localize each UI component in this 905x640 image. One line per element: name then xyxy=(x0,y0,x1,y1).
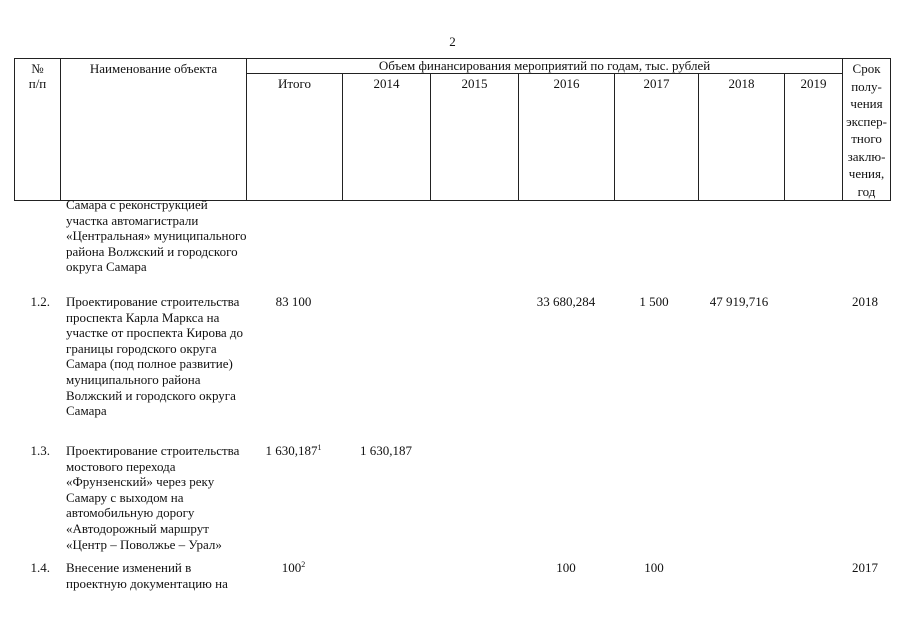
row-term: 2018 xyxy=(852,294,878,309)
row-number: 1.3. xyxy=(30,443,50,458)
page-number: 2 xyxy=(449,34,456,49)
row-total: 1 630,187$^1$ xyxy=(265,443,322,458)
row-value-2017: 1 500 xyxy=(639,294,669,309)
row-value-2014: 1 630,187 xyxy=(360,443,412,458)
row-value-2016: 100 xyxy=(556,560,576,575)
footnote-mark: 1 xyxy=(317,443,322,452)
header-year-2015: 2015 xyxy=(431,74,519,201)
header-year-2016: 2016 xyxy=(519,74,615,201)
row-value-2017: 100 xyxy=(644,560,664,575)
row-name: Внесение изменений в проектную документацию на xyxy=(66,560,228,591)
header-year-2019: 2019 xyxy=(785,74,843,201)
row-number: 1.2. xyxy=(30,294,50,309)
row-name: Проектирование строительства проспекта Карла Маркса на участке от проспекта Кирова до границы городского округа Самара (под полное развитие) муниципального района Волжский и городского округа Самара xyxy=(66,294,244,419)
header-num: № п/п xyxy=(15,59,61,201)
row-value-2016: 33 680,284 xyxy=(536,294,596,309)
header-year-2018: 2018 xyxy=(699,74,785,201)
header-name: Наименование объекта xyxy=(61,59,247,201)
header-year-2017: 2017 xyxy=(615,74,699,201)
header-year-2014: 2014 xyxy=(343,74,431,201)
row-term: 2017 xyxy=(852,560,878,575)
row-name: Проектирование строительства мостового перехода «Фрунзенский» через реку Самару с выходом на автомобильную дорогу «Автодорожный маршрут «Центр – Поволжье – Урал» xyxy=(66,443,240,552)
row-total: $100^2$ xyxy=(281,560,306,575)
footnote-mark: 2 xyxy=(301,560,306,569)
row-total: 83 100 xyxy=(275,294,312,309)
header-funding: Объем финансирования мероприятий по годам, тыс. рублей xyxy=(247,59,843,74)
continuation-text: Самара с реконструкцией участка автомагистрали «Центральная» муниципального района Волжский и городского округа Самара xyxy=(66,197,247,275)
row-number: 1.4. xyxy=(30,560,50,575)
header-term: Срок полу- чения экспер- тного заклю- чения, год xyxy=(843,59,891,201)
table-header xyxy=(14,58,891,201)
row-value-2018: 47 919,716 xyxy=(709,294,769,309)
header-total: Итого xyxy=(247,74,343,201)
